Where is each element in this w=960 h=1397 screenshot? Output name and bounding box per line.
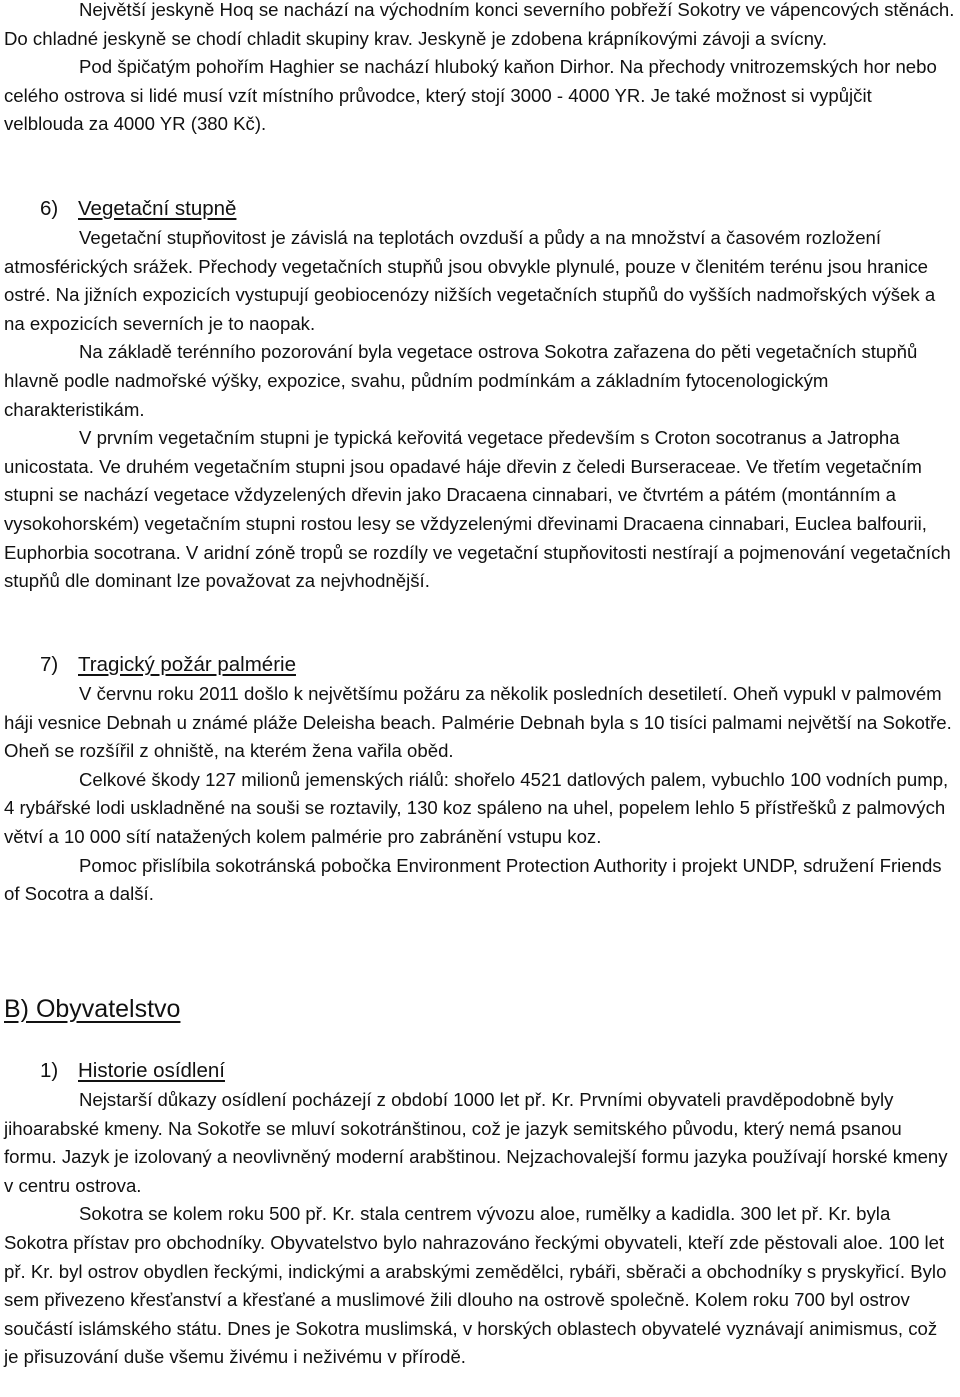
paragraph-cave-hoq: Největší jeskyně Hoq se nachází na východním konci severního pobřeží Sokotry ve vápencových stěnách. Do chladné jeskyně se chodí chladit skupiny krav. Jeskyně je zdobena krápníkovými závoji a svícny. [4, 0, 955, 49]
paragraph-fire-1: V červnu roku 2011 došlo k největšímu požáru za několik posledních desetiletí. Oheň vypukl v palmovém háji vesnice Debnah u známé pláže Deleisha beach. Palmérie Debnah byla s 10 tisíci palmami největší na Sokotře. Oheň se rozšířil z ohniště, na kterém žena vařila oběd. [4, 683, 952, 762]
paragraph-vegetation-1: Vegetační stupňovitost je závislá na teplotách ovzduší a půdy a na množství a časovém rozložení atmosférických srážek. Přechody vegetačních stupňů jsou obvykle plynulé, pouze v členitém terénu jsou hranice ostré. Na jižních expozicích vystupují geobiocenózy nižších vegetačních stupňů do vyšších nadmořských výšek a na expozicích severních je to naopak. [4, 227, 936, 334]
section-palm-fire [0, 650, 960, 909]
paragraph-dirhor-canyon: Pod špičatým pohořím Haghier se nachází hluboký kaňon Dirhor. Na přechody vnitrozemských hor nebo celého ostrova si lidé musí vzít místního průvodce, který stojí 3000 - 4000 YR. Je také možnost si vypůjčit velblouda za 4000 YR (380 Kč). [4, 56, 937, 135]
paragraph-history-1: Nejstarší důkazy osídlení pocházejí z období 1000 let př. Kr. Prvními obyvateli pravděpodobně byly jihoarabské kmeny. Na Sokotře se mluví sokotránštinou, což je jazyk semitského původu, který nemá psanou formu. Jazyk je izolovaný a neovlivněný moderní arabštinou. Nejzachovalejší formu jazyka používají horské kmeny v centru ostrova. [4, 1089, 948, 1196]
paragraph-fire-3: Pomoc přislíbila sokotránská pobočka Environment Protection Authority i projekt UNDP, sdružení Friends of Socotra a další. [4, 854, 942, 905]
paragraph-history-2: Sokotra se kolem roku 500 př. Kr. stala centrem vývozu aloe, rumělky a kadidla. 300 let př. Kr. byla Sokotra přístav pro obchodníky. Obyvatelstvo bylo nahrazováno řeckými obyvateli, kteří zde pěstovali aloe. 100 let př. Kr. byl ostrov obydlen řeckými, indickými a arabskými zemědělci, rybáři, sběrači a obchodníky s pryskyřicí. Bylo sem přivezeno křesťanství a křesťané a muslimové žili dlouho na ostrově společně. Kolem roku 700 byl ostrov součástí islámského státu. Dnes je Sokotra muslimská, v horských oblastech obyvatelé vyznávají animismus, což je přisuzování duše všemu živému i neživému v přírodě. [4, 1203, 947, 1368]
section-title: Historie osídlení [78, 1059, 225, 1082]
section-number: 7) [40, 653, 59, 676]
section-number: 1) [40, 1059, 59, 1082]
section-number: 6) [40, 197, 59, 220]
paragraph-vegetation-3: V prvním vegetačním stupni je typická keřovitá vegetace především s Croton socotranus a Jatropha unicostata. Ve druhém vegetačním stupni jsou opadavé háje dřevin z čeledi Burseraceae. Ve třetím vegetačním stupni se nachází vegetace vždyzelených dřevin jako Dracaena cinnabari, ve čtvrtém a pátém (montánním a vysokohorském) vegetačním stupni rostou lesy se vždyzelenými dřevinami Dracaena cinnabari, Euclea balfourii, Euphorbia socotrana. V aridní zóně tropů se rozdíly ve vegetační stupňovitosti nestírají a pojmenování vegetačních stupňů dle dominant lze považovat za nejvhodnější. [4, 427, 951, 592]
part-title: B) Obyvatelstvo [4, 995, 181, 1023]
intro-section [0, 0, 960, 139]
section-title: Tragický požár palmérie [78, 653, 296, 676]
section-title: Vegetační stupně [78, 197, 237, 220]
paragraph-vegetation-2: Na základě terénního pozorování byla vegetace ostrova Sokotra zařazena do pěti vegetačních stupňů hlavně podle nadmořské výšky, expozice, svahu, půdním podmínkám a základním fytocenologickým charakteristikám. [4, 341, 918, 420]
section-vegetation-zones [0, 194, 960, 596]
section-heading [0, 194, 960, 224]
section-heading [0, 650, 960, 680]
part-population [0, 992, 960, 1026]
section-heading [0, 1056, 960, 1086]
paragraph-fire-2: Celkové škody 127 milionů jemenských riálů: shořelo 4521 datlových palem, vybuchlo 100 vodních pump, 4 rybářské lodi uskladněné na souši se roztavily, 130 koz spáleno na uhel, popelem lehlo 5 přístřešků z palmových větví a 10 000 sítí natažených kolem palmérie pro zabránění vstupu koz. [4, 768, 949, 847]
section-settlement-history [0, 1056, 960, 1372]
